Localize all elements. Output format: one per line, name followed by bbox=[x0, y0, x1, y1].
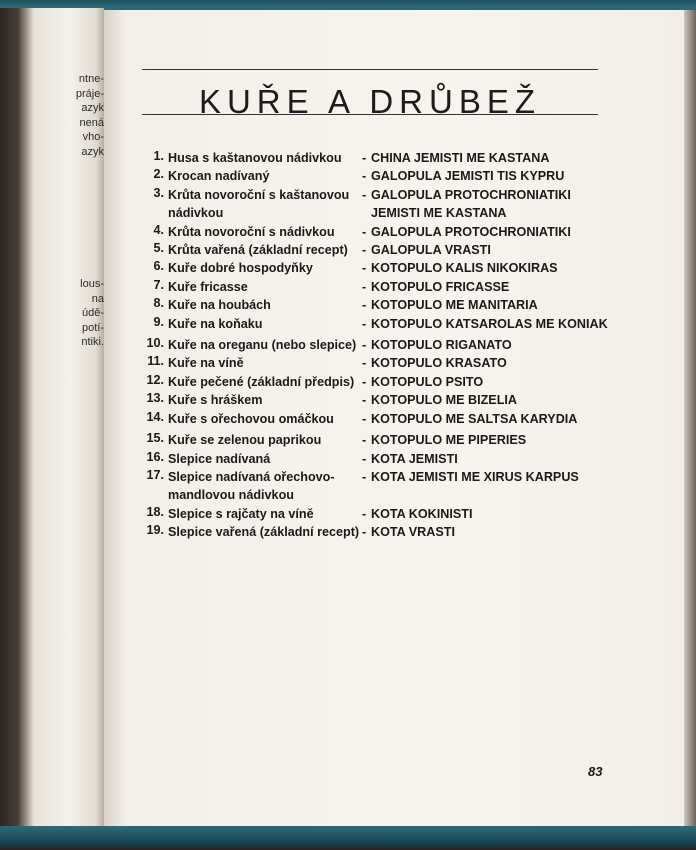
recipe-greek-cell bbox=[362, 259, 614, 277]
dash-separator: - bbox=[362, 451, 367, 466]
recipe-greek-cell bbox=[362, 450, 614, 468]
recipe-greek-cell bbox=[362, 336, 614, 354]
recipe-greek-cell bbox=[362, 505, 614, 523]
recipe-number: 16. bbox=[146, 449, 164, 464]
recipe-greek-name: KOTOPULO FRICASSE bbox=[371, 279, 510, 294]
dash-separator: - bbox=[362, 279, 367, 294]
recipe-number: 6. bbox=[153, 259, 164, 274]
book-page bbox=[104, 10, 684, 828]
recipe-czech-name: Krůta novoroční s nádivkou bbox=[168, 224, 335, 239]
recipe-czech-cell bbox=[144, 149, 362, 167]
recipe-czech-cell bbox=[144, 223, 362, 241]
recipe-greek-name: KOTA VRASTI bbox=[371, 525, 455, 540]
recipe-row bbox=[144, 167, 614, 185]
dash-separator: - bbox=[362, 374, 367, 389]
recipe-greek-cell bbox=[362, 373, 614, 391]
recipe-czech-cell bbox=[144, 450, 362, 468]
recipe-czech-name: Kuře na koňaku bbox=[168, 316, 263, 331]
recipe-czech-name: Kuře na oreganu (nebo slepice) bbox=[168, 338, 357, 353]
recipe-czech-cell bbox=[144, 354, 362, 372]
dash-separator: - bbox=[362, 506, 367, 521]
recipe-greek-cell bbox=[362, 241, 614, 259]
prev-fragment: lous- bbox=[80, 278, 104, 290]
recipe-czech-cell bbox=[144, 410, 362, 428]
recipe-czech-name: Slepice nadívaná ořechovo-mandlovou nádivkou bbox=[168, 469, 335, 503]
recipe-greek-name: KOTOPULO ME MANITARIA bbox=[371, 298, 538, 313]
recipe-number: 2. bbox=[153, 167, 164, 182]
recipe-czech-cell bbox=[144, 186, 362, 223]
dash-separator: - bbox=[362, 393, 367, 408]
recipe-greek-name: KOTA KOKINISTI bbox=[371, 506, 473, 521]
recipe-row bbox=[144, 223, 614, 241]
prev-fragment: ntiki. bbox=[81, 336, 104, 348]
recipe-row bbox=[144, 315, 614, 333]
dash-separator: - bbox=[362, 187, 367, 202]
previous-page-text bbox=[34, 72, 104, 350]
prev-fragment: údě- bbox=[81, 307, 104, 319]
recipe-czech-cell bbox=[144, 336, 362, 354]
prev-fragment: azyk bbox=[81, 145, 104, 158]
recipe-greek-name: CHINA JEMISTI ME KASTANA bbox=[371, 151, 550, 165]
recipe-greek-cell bbox=[362, 410, 614, 428]
recipe-number: 15. bbox=[146, 431, 164, 446]
recipe-row bbox=[144, 410, 614, 428]
recipe-row bbox=[144, 186, 614, 223]
recipe-czech-name: Slepice s rajčaty na víně bbox=[168, 506, 314, 521]
recipe-czech-cell bbox=[144, 167, 362, 185]
recipe-czech-name: Kuře se zelenou paprikou bbox=[168, 433, 322, 448]
recipe-greek-cell bbox=[362, 296, 614, 314]
recipe-number: 5. bbox=[153, 241, 164, 256]
recipe-czech-name: Slepice vařená (základní recept) bbox=[168, 525, 360, 540]
recipe-czech-name: Krůta vařená (základní recept) bbox=[168, 243, 348, 258]
recipe-greek-cell bbox=[362, 431, 614, 449]
recipe-row bbox=[144, 523, 614, 541]
recipe-czech-name: Slepice nadívaná bbox=[168, 451, 271, 466]
recipe-number: 18. bbox=[146, 504, 164, 519]
recipe-greek-name: KOTOPULO ME BIZELIA bbox=[371, 393, 517, 408]
recipe-greek-cell bbox=[362, 523, 614, 541]
title-rule-top bbox=[142, 69, 598, 70]
recipe-greek-name: KOTA JEMISTI bbox=[371, 451, 458, 466]
prev-fragment: nená bbox=[79, 116, 104, 129]
dash-separator: - bbox=[362, 243, 367, 258]
recipe-greek-cell bbox=[362, 186, 614, 223]
dash-separator: - bbox=[362, 411, 367, 426]
recipe-greek-cell bbox=[362, 315, 614, 333]
recipe-greek-cell bbox=[362, 354, 614, 372]
recipe-greek-name: KOTOPULO KALIS NIKOKIRAS bbox=[371, 261, 558, 276]
recipe-number: 7. bbox=[153, 277, 164, 292]
dash-separator: - bbox=[362, 298, 367, 313]
dash-separator: - bbox=[362, 525, 367, 540]
recipe-number: 9. bbox=[153, 314, 164, 329]
recipe-number: 1. bbox=[153, 149, 164, 163]
recipe-czech-name: Kuře fricasse bbox=[168, 279, 248, 294]
prev-fragment: azyk bbox=[81, 102, 104, 114]
prev-fragment: ntne- bbox=[78, 73, 104, 85]
recipe-czech-name: Kuře s ořechovou omáčkou bbox=[168, 411, 334, 426]
recipe-czech-cell bbox=[144, 431, 362, 449]
recipe-czech-name: Husa s kaštanovou nádivkou bbox=[168, 151, 342, 165]
book-cover-bottom-edge bbox=[0, 826, 696, 850]
recipe-czech-name: Krůta novoroční s kaštanovou nádivkou bbox=[168, 187, 350, 221]
recipe-greek-name: GALOPULA JEMISTI TIS KYPRU bbox=[371, 169, 565, 184]
recipe-number: 17. bbox=[146, 467, 164, 482]
recipe-greek-cell bbox=[362, 278, 614, 296]
recipe-czech-cell bbox=[144, 505, 362, 523]
title-rule-bottom bbox=[142, 114, 598, 115]
dash-separator: - bbox=[362, 224, 367, 239]
recipe-row bbox=[144, 336, 614, 354]
dash-separator: - bbox=[362, 469, 367, 484]
recipe-row bbox=[144, 354, 614, 372]
recipe-greek-name: KOTOPULO ME SALTSA KARYDIA bbox=[371, 411, 578, 426]
recipe-czech-cell bbox=[144, 241, 362, 259]
recipe-row bbox=[144, 505, 614, 523]
recipe-greek-name: KOTOPULO ME PIPERIES bbox=[371, 433, 527, 448]
recipe-greek-name: GALOPULA PROTOCHRONIATIKI bbox=[371, 224, 571, 239]
recipe-greek-cell bbox=[362, 223, 614, 241]
recipe-czech-name: Krocan nadívaný bbox=[168, 169, 270, 184]
dash-separator: - bbox=[362, 316, 367, 331]
recipe-number: 11. bbox=[147, 354, 164, 369]
recipe-row bbox=[144, 468, 614, 505]
recipe-number: 14. bbox=[146, 409, 164, 424]
recipe-number: 8. bbox=[153, 296, 164, 311]
dash-separator: - bbox=[362, 151, 367, 165]
recipe-greek-name: KOTOPULO RIGANATO bbox=[371, 338, 512, 353]
recipe-number: 12. bbox=[146, 372, 164, 387]
recipe-greek-cell bbox=[362, 149, 614, 167]
recipe-czech-name: Kuře na víně bbox=[168, 356, 244, 371]
recipe-greek-name: KOTA JEMISTI ME XIRUS KARPUS bbox=[371, 469, 579, 484]
recipe-row bbox=[144, 278, 614, 296]
recipe-row bbox=[144, 373, 614, 391]
recipe-czech-cell bbox=[144, 259, 362, 277]
recipe-greek-cell bbox=[362, 468, 614, 505]
recipe-row bbox=[144, 241, 614, 259]
recipe-greek-name: KOTOPULO KATSAROLAS ME KONIAK bbox=[371, 316, 608, 331]
recipe-row bbox=[144, 149, 614, 167]
recipe-list bbox=[144, 149, 614, 542]
previous-page-edge bbox=[0, 8, 104, 830]
page-edge-shadow bbox=[684, 10, 696, 828]
recipe-greek-cell bbox=[362, 391, 614, 409]
recipe-greek-name: GALOPULA PROTOCHRONIATIKI JEMISTI ME KASTANA bbox=[371, 187, 571, 221]
recipe-czech-cell bbox=[144, 315, 362, 333]
recipe-czech-name: Kuře pečené (základní předpis) bbox=[168, 374, 355, 389]
prev-fragment: na bbox=[91, 292, 104, 305]
recipe-number: 19. bbox=[146, 523, 164, 538]
recipe-czech-cell bbox=[144, 391, 362, 409]
dash-separator: - bbox=[362, 169, 367, 184]
recipe-row bbox=[144, 259, 614, 277]
recipe-czech-name: Kuře na houbách bbox=[168, 298, 271, 313]
dash-separator: - bbox=[362, 433, 367, 448]
prev-fragment: práje- bbox=[75, 87, 104, 100]
recipe-czech-name: Kuře dobré hospodyňky bbox=[168, 261, 313, 276]
recipe-number: 4. bbox=[153, 222, 164, 237]
recipe-greek-name: GALOPULA VRASTI bbox=[371, 243, 491, 258]
page-title: KUŘE A DRŮBEŽ bbox=[198, 83, 542, 120]
recipe-number: 10. bbox=[146, 336, 164, 351]
dash-separator: - bbox=[362, 338, 367, 353]
page-number: 83 bbox=[588, 764, 603, 779]
recipe-row bbox=[144, 431, 614, 449]
recipe-czech-cell bbox=[144, 373, 362, 391]
prev-fragment: potí- bbox=[81, 321, 104, 334]
recipe-number: 13. bbox=[146, 391, 164, 406]
prev-fragment: vho- bbox=[82, 131, 104, 143]
recipe-czech-name: Kuře s hráškem bbox=[168, 393, 263, 408]
recipe-number: 3. bbox=[153, 185, 164, 200]
recipe-czech-cell bbox=[144, 468, 362, 505]
recipe-row bbox=[144, 296, 614, 314]
recipe-czech-cell bbox=[144, 296, 362, 314]
recipe-greek-name: KOTOPULO KRASATO bbox=[371, 356, 507, 371]
dash-separator: - bbox=[362, 261, 367, 276]
recipe-row bbox=[144, 450, 614, 468]
recipe-greek-cell bbox=[362, 167, 614, 185]
dash-separator: - bbox=[362, 356, 367, 371]
recipe-czech-cell bbox=[144, 278, 362, 296]
recipe-greek-name: KOTOPULO PSITO bbox=[371, 374, 484, 389]
recipe-row bbox=[144, 391, 614, 409]
recipe-czech-cell bbox=[144, 523, 362, 541]
